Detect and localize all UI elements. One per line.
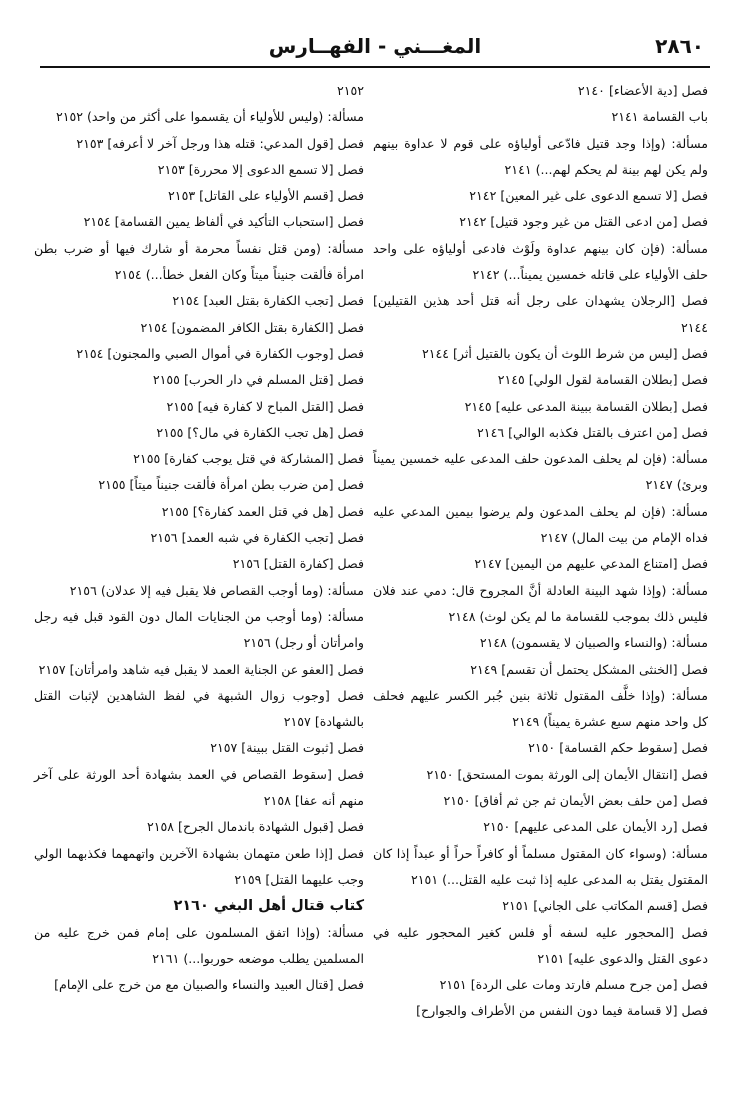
index-entry: فصل [المشاركة في قتل يوجب كفارة] ٢١٥٥ <box>133 451 364 467</box>
index-entry: مسألة: (وإذا خلَّف المقتول ثلاثة بنين جُبر الكسر عليهم فحلف كل واحد منهم سبع عشرة يميناً) ٢١٤٩ <box>373 687 708 730</box>
index-entry: فصل [وجوب زوال الشبهة في لفظ الشاهدين لإثبات القتل بالشهادة] ٢١٥٧ <box>34 687 364 730</box>
index-entry: فصل [امتناع المدعي عليهم من اليمين] ٢١٤٧ <box>474 556 708 572</box>
index-entry: فصل [هل في قتل العمد كفارة؟] ٢١٥٥ <box>161 503 364 519</box>
index-entry: فصل [لا تسمع الدعوى إلا محررة] ٢١٥٣ <box>157 161 364 177</box>
index-entry: فصل [قول المدعي: قتله هذا ورجل آخر لا أعرفه] ٢١٥٣ <box>76 135 364 151</box>
index-entry: فصل [المحجور عليه لسفه أو فلس كغير المحجور عليه في دعوى القتل والدعوى عليه] ٢١٥١ <box>373 924 708 966</box>
index-entry: مسألة: (وإذا وجد قتيل فادّعى أولياؤه على قوم لا عداوة بينهم ولم يكن لهم بينة لم يحكم لهم...) ٢١٤١ <box>373 135 708 177</box>
index-entry: مسألة: (وما أوجب من الجنايات المال دون القود قبل فيه رجل وامرأتان أو رجل) ٢١٥٦ <box>34 608 364 651</box>
index-entry: فصل [الكفارة بقتل الكافر المضمون] ٢١٥٤ <box>140 319 364 335</box>
index-entry: فصل [قتال العبيد والنساء والصبيان مع من خرج على الإمام] <box>54 977 364 993</box>
index-entry: فصل [كفارة القتل] ٢١٥٦ <box>232 556 364 572</box>
index-entry: فصل [هل تجب الكفارة في مال؟] ٢١٥٥ <box>156 424 364 440</box>
index-entry: مسألة: (وليس للأولياء أن يقسموا على أكثر من واحد) ٢١٥٢ <box>55 109 364 125</box>
index-entry: فصل [العفو عن الجناية العمد لا يقبل فيه شاهد وامرأتان] ٢١٥٧ <box>38 661 364 677</box>
header-rule <box>40 66 710 68</box>
index-entry: فصل [لا تسمع الدعوى على غير المعين] ٢١٤٢ <box>469 188 708 204</box>
index-entry: فصل [قسم المكاتب على الجاني] ٢١٥١ <box>502 898 708 914</box>
index-entry: فصل [من حلف بعض الأيمان ثم جن ثم أفاق] ٢١٥٠ <box>443 793 708 809</box>
index-column-right <box>373 78 708 1025</box>
index-entry: ٢١٥٢ <box>336 83 364 98</box>
index-entry: فصل [بطلان القسامة لقول الولي] ٢١٤٥ <box>497 372 708 388</box>
index-entry: مسألة: (وإذا شهد البينة العادلة أنَّ المجروح قال: دمي عند فلان فليس ذلك بموجب للقسامة ما لم يكن لوث) ٢١٤٨ <box>373 582 708 624</box>
index-entry: فصل [من ادعى القتل من غير وجود قتيل] ٢١٤٢ <box>459 214 708 230</box>
index-entry: مسألة: (ومن قتل نفساً محرمة أو شارك فيها أو ضرب بطن امرأة فألقت جنيناً ميتاً وكان الفعل خطأ...) ٢١٥٤ <box>34 240 364 283</box>
index-entry: فصل [دية الأعضاء] ٢١٤٠ <box>577 83 708 98</box>
index-entry: فصل [الرجلان يشهدان على رجل أنه قتل أحد هذين القتيلين] ٢١٤٤ <box>373 293 708 335</box>
index-entry: فصل [قسم الأولياء على القاتل] ٢١٥٣ <box>168 188 364 204</box>
index-entry: مسألة: (وسواء كان المقتول مسلماً أو كافراً حراً أو عبداً إذا كان المقتول يقتل به المدعى عليه إذا ثبت عليه القتل...) ٢١٥١ <box>373 845 708 887</box>
index-entry: مسألة: (فإن لم يحلف المدعون ولم يرضوا بيمين المدعي عليه فداه الإمام من بيت المال) ٢١٤٧ <box>373 503 708 546</box>
index-entry: فصل [ثبوت القتل ببينة] ٢١٥٧ <box>210 740 364 756</box>
index-entry: فصل [سقوط القصاص في العمد بشهادة أحد الورثة على آخر منهم أنه عفا] ٢١٥٨ <box>34 766 364 809</box>
chapter-heading: كتاب قتال أهل البغي ٢١٦٠ <box>173 898 364 915</box>
index-entry: فصل [إذا طعن متهمان بشهادة الآخرين واتهمهما فكذبهما الولي وجب عليهما القتل] ٢١٥٩ <box>34 845 364 887</box>
index-entry: فصل [وجوب الكفارة في أموال الصبي والمجنون] ٢١٥٤ <box>76 345 364 361</box>
index-column-left <box>34 78 364 998</box>
index-entry: فصل [تجب الكفارة في شبه العمد] ٢١٥٦ <box>150 530 364 546</box>
index-entry: فصل [انتقال الأيمان إلى الورثة بموت المستحق] ٢١٥٠ <box>426 766 708 782</box>
index-entry: مسألة: (والنساء والصبيان لا يقسمون) ٢١٤٨ <box>479 635 708 651</box>
page-title: المغـــني - الفهــارس <box>268 34 482 58</box>
index-entry: فصل [من ضرب بطن امرأة فألقت جنيناً ميتاً] ٢١٥٥ <box>98 477 364 493</box>
index-entry: باب القسامة ٢١٤١ <box>611 109 708 125</box>
index-entry: مسألة: (وما أوجب القصاص فلا يقبل فيه إلا عدلان) ٢١٥٦ <box>69 582 364 598</box>
index-entry: فصل [سقوط حكم القسامة] ٢١٥٠ <box>528 740 708 756</box>
index-entry: مسألة: (فإن كان بينهم عداوة ولَوْث فادعى أولياؤه على واحد حلف الأولياء على قاتله خمسين يميناً...) ٢١٤٢ <box>373 240 708 283</box>
index-entry: فصل [لا قسامة فيما دون النفس من الأطراف والجوارح] <box>416 1003 708 1019</box>
index-entry: مسألة: (فإن لم يحلف المدعون حلف المدعى عليه خمسين يميناً وبرئ) ٢١٤٧ <box>373 451 708 493</box>
index-entry: فصل [قتل المسلم في دار الحرب] ٢١٥٥ <box>152 372 364 388</box>
index-entry: فصل [قبول الشهادة باندمال الجرح] ٢١٥٨ <box>146 819 364 835</box>
index-entry: فصل [من جرح مسلم فارتد ومات على الردة] ٢١٥١ <box>439 977 708 993</box>
index-entry: مسألة: (وإذا اتفق المسلمون على إمام فمن خرج عليه من المسلمين يطلب موضعه حوربوا...) ٢١٦١ <box>34 924 364 966</box>
index-entry: فصل [استحباب التأكيد في ألفاظ يمين القسامة] ٢١٥٤ <box>83 214 364 230</box>
page-header <box>40 32 710 66</box>
index-entry: فصل [ليس من شرط اللوث أن يكون بالقتيل أثر] ٢١٤٤ <box>421 345 708 361</box>
index-entry: فصل [من اعترف بالقتل فكذبه الوالي] ٢١٤٦ <box>477 424 708 440</box>
index-entry: فصل [القتل المباح لا كفارة فيه] ٢١٥٥ <box>166 398 364 414</box>
index-entry: فصل [بطلان القسامة ببينة المدعى عليه] ٢١٤٥ <box>464 398 708 414</box>
page-number: ٢٨٦٠ <box>655 34 704 58</box>
index-entry: فصل [رد الأيمان على المدعى عليهم] ٢١٥٠ <box>483 819 708 835</box>
index-entry: فصل [الخنثى المشكل يحتمل أن تقسم] ٢١٤٩ <box>470 661 708 677</box>
index-entry: فصل [تجب الكفارة بقتل العبد] ٢١٥٤ <box>172 293 364 309</box>
